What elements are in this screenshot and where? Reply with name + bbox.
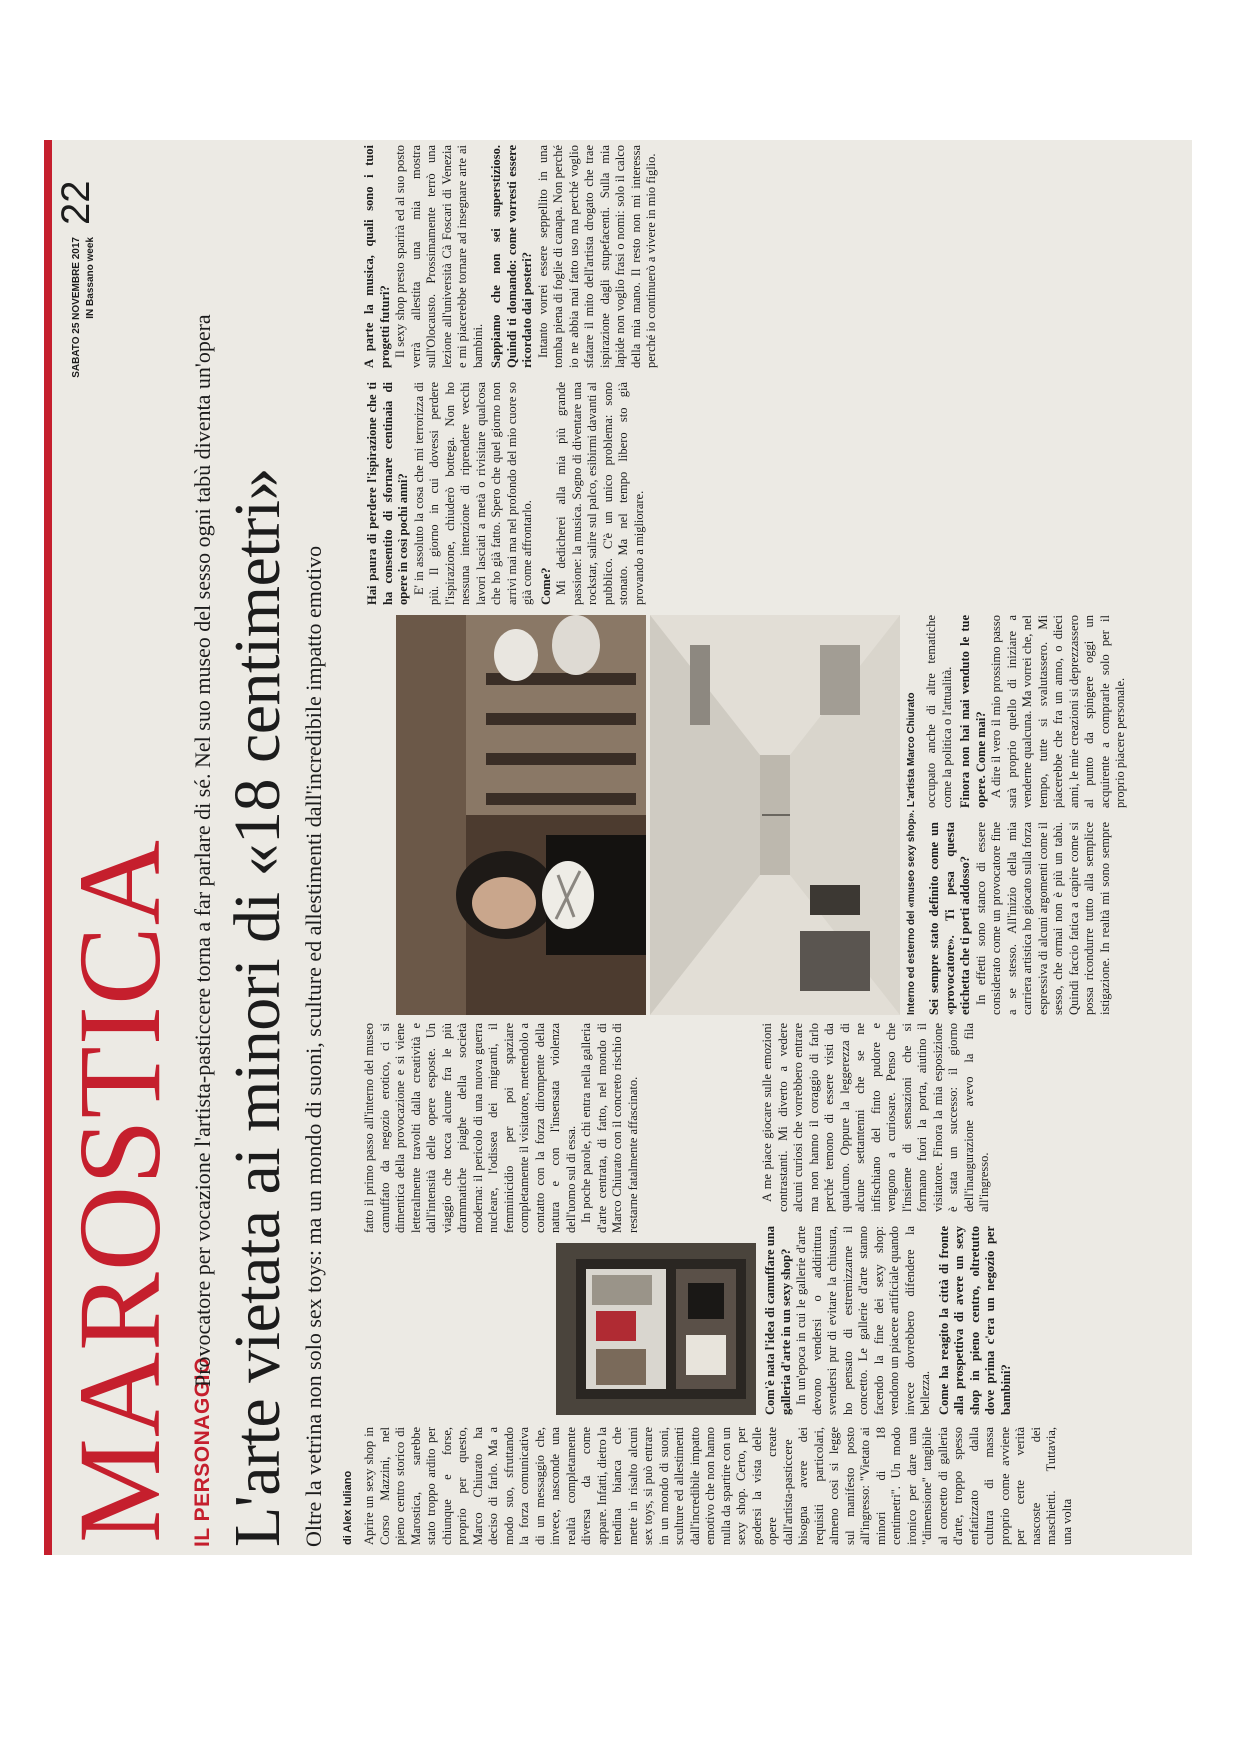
body-paragraph: In poche parole, chi entra nella galleria d'arte centrata, di fatto, nel mondo di Marco Chiurato con il concreto rischio di restarne fatalmente affascinato. [579, 1023, 640, 1233]
interview-question: Com'è nata l'idea di camuffare una galleria d'arte in un sexy shop? [763, 1226, 793, 1415]
headline: L'arte vietata ai minori di «18 centimetri» [221, 467, 294, 1547]
photo-caption: Interno ed esterno del «museo sexy shop». L'artista Marco Chiurato [906, 692, 917, 1015]
section-red-rule [44, 140, 52, 1555]
page-number: 22 [54, 180, 98, 225]
publication-date: SABATO 25 NOVEMBRE 2017 [71, 237, 82, 378]
body-paragraph: Aprire un sexy shop in Corso Mazzini, nel pieno centro storico di Marostica, sarebbe stato troppo ardito per chiunque e forse, proprio per questo, Marco Chiurato ha deciso di farlo. Ma a modo suo, sfruttando la forza comunicativa di un messaggio che, invece, nasconde una realtà completamente diversa da come appare. Infatti, dietro la tendina bianca che mette in risalto alcuni sex toys, si può entrare in un mondo di suoni, sculture ed allestimenti dall'incredibile impatto emotivo che non hanno nulla da spartire con un sexy shop. Certo, per godersi la vista delle opere create dall'artista-pasticcere bisogna avere dei requisiti particolari, almeno così si legge sul manifesto posto all'ingresso: "Vietato ai minori di 18 centimetri". Un modo ironico per dare una "dimensione" tangibile al concetto di galleria d'arte, troppo spesso enfatizzato dalla cultura di massa proprio come avviene per certe verità nascoste dei maschietti. Tuttavia, una volta [362, 1427, 1074, 1545]
interview-answer: Mi dedicherei alla mia più grande passione: la musica. Sogno di diventare una rockstar, salire sul palco, esibirmi davanti al pubblico. C'è un unico problema: sono stonato. Ma nel tempo libero sto già provando a migliorare. [554, 382, 646, 605]
body-column-1 [362, 1427, 1074, 1545]
interview-answer: Intanto vorrei essere seppellito in una tomba piena di foglie di canapa. Non perché io ne abbia mai fatto uso ma perché voglio sfatare il mito dell'artista drogato che trae ispirazione dagli stupefacenti. Sulla mia lapide non voglio frasi o nomi: solo il calco della mia mano. Il resto non mi interessa perché io continuerò a vivere in mio figlio. [535, 145, 658, 368]
interview-question: Come ha reagito la città di fronte alla prospettiva di avere un sexy shop in pieno centro, oltretutto dove prima c'era un negozio per bambini? [936, 1226, 1013, 1415]
interior-photo [650, 615, 900, 1015]
body-paragraph: fatto il primo passo all'interno del museo camuffato da negozio erotico, ci si dimentica della provocazione e si viene letteralmente travolti dalla creatività e dall'intensità delle opere esposte. Un viaggio che tocca alcune fra le più drammatiche piaghe della società moderna: il pericolo di una nuova guerra nucleare, l'odissea dei migranti, il femminicidio per poi spaziare completamente il visitatore, mettendolo a contatto con la forza dirompente della natura e con l'insensata violenza dell'uomo sul di essa. [362, 1023, 578, 1233]
interview-answer: A me piace giocare sulle emozioni contrastanti. Mi diverto a vedere alcuni curiosi che vorrebbero entrare ma non hanno il coraggio di farlo perché temono di essere visti da qualcuno. Oppure la leggerezza di alcune settantenni che se ne infischiano del finto pudore e vengono a curiosare. Penso che l'insieme di sensazioni che si formano fuori la porta, aiutino il visitatore. Finora la mia esposizione è stata un successo: il giorno dell'inaugurazione avevo la fila all'ingresso. [760, 1023, 991, 1212]
interview-question: Sei sempre stato definito come un «provocatore». Ti pesa questa etichetta che ti porti addosso? [927, 822, 972, 1015]
interview-answer: E' in assoluto la cosa che mi terrorizza di più. Il giorno in cui dovessi perdere l'ispirazione, chiuderò bottega. Non ho nessuna intenzione di riprendere vecchi lavori lasciati a metà o rivisitare qualcosa che ho già fatto. Spero che quel giorno non arrivi mai ma nel profondo del mio cuore so già come affrontarlo. [411, 382, 534, 605]
interior-illustration [650, 615, 900, 1015]
interview-question: Hai paura di perdere l'ispirazione che ti ha consentito di sfornare centinaia di opere in così pochi anni? [365, 382, 410, 605]
interview-answer: Il sexy shop presto sparirà ed al suo posto verrà allestita una mia mostra sull'Olocausto. Prossimamente terrò una lezione all'università Cà Foscari di Venezia e mi piacerebbe tornare ad insegnare arte ai bambini. [393, 145, 485, 368]
subheadline: Oltre la vetrina non solo sex toys: ma un mondo di suoni, sculture ed allestimenti dall'incredibile impatto emotivo [301, 545, 326, 1547]
interview-question: A parte la musica, quali sono i tuoi progetti futuri? [362, 145, 392, 368]
deck: Provocatore per vocazione l'artista-pasticcere torna a far parlare di sé. Nel suo museo del sesso ogni tabù diventa un'opera [190, 314, 215, 1387]
newspaper-page [44, 140, 1192, 1555]
interview-question: Come? [538, 567, 553, 605]
body-column-2 [362, 1023, 782, 1233]
date-line [70, 237, 98, 405]
byline: di Alex Iuliano [342, 1470, 354, 1545]
interview-question: Sappiamo che non sei superstizioso. Quindi ti domando: come vorresti essere ricordato dai posteri? [489, 145, 534, 368]
interview-answer: In effetti sono stanco di essere considerato come un provocatore fine a se stesso. All'inizio della mia carriera artistica ho giocato sulla forza espressiva di alcuni argomenti come il sesso, che ormai non è più un tabù. Quindi faccio fatica a capire come si possa ricondurre tutto alla semplice istigazione. In realtà mi sono sempre occupato anche di altre tematiche come la politica o l'attualità. [924, 615, 1112, 1015]
artist-photo [396, 615, 646, 1015]
rotated-page-content [44, 140, 1192, 1555]
artist-illustration [396, 615, 646, 1015]
shop-window-illustration [556, 1243, 756, 1415]
body-column-lower [760, 1023, 1180, 1415]
body-column-right [362, 145, 1182, 605]
interview-question: Finora non hai mai venduto le tue opere. Come mai? [958, 615, 988, 808]
shop-window-photo [556, 1243, 756, 1415]
kicker: IL PERSONAGGIO [191, 1357, 214, 1547]
edition-name: IN Bassano week [85, 237, 96, 319]
section-masthead [54, 839, 185, 1543]
body-column-under-photos [924, 615, 1184, 1015]
interview-answer: In un'epoca in cui le gallerie d'arte devono vendersi o addirittura svendersi pur di evitare la chiusura, ho pensato di estremizzarne il concetto. Le gallerie d'arte stanno facendo la fine dei sexy shop: vendono un piacere artificiale quando invece dovrebbero difendere la bellezza. [794, 1226, 932, 1415]
masthead-text: MAROSTICA [54, 839, 185, 1543]
interview-answer: A dire il vero il mio prossimo passo sarà proprio quello di iniziare a venderne qualcuna. Ma vorrei che, nel tempo, tutte si svalutassero. Mi piacerebbe che fra un anno, o dieci anni, le mie creazioni si deprezzassero al punto da spingere oggi un acquirente a comprarle solo per il proprio piacere personale. [989, 615, 1127, 808]
